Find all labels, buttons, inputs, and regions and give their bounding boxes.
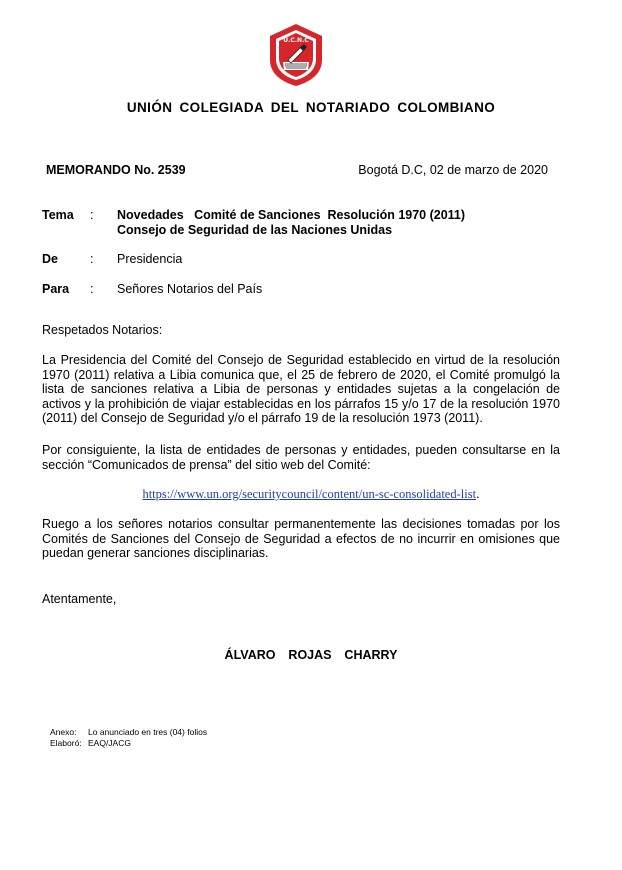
de-colon: : <box>90 252 94 266</box>
elaboro-value: EAQ/JACG <box>88 738 131 748</box>
tema-value <box>117 208 465 238</box>
svg-text:U.C.N.C: U.C.N.C <box>283 37 309 44</box>
signer-name: ÁLVARO ROJAS CHARRY <box>224 648 398 662</box>
de-value: Presidencia <box>117 252 183 266</box>
de-label: De <box>42 252 58 266</box>
organization-name: UNIÓN COLEGIADA DEL NOTARIADO COLOMBIANO <box>126 100 496 115</box>
body-paragraph-2: Por consiguiente, la lista de entidades de personas y entidades, pueden consultarse en la sección “Comunicados de prensa” del sitio web del Comité: <box>42 443 560 472</box>
tema-label: Tema <box>42 208 74 222</box>
closing-farewell: Atentamente, <box>42 592 117 606</box>
tema-line-2: Consejo de Seguridad de las Naciones Unidas <box>117 223 393 237</box>
link-suffix: . <box>476 487 480 501</box>
link-line <box>0 487 622 502</box>
body-paragraph-3: Ruego a los señores notarios consultar permanentemente las decisiones tomadas por los Comités de Sanciones del Consejo de Seguridad a efectos de no incurrir en omisiones que puedan generar sanciones disciplinarias. <box>42 517 560 561</box>
para-colon: : <box>90 282 94 296</box>
para-value: Señores Notarios del País <box>117 282 263 296</box>
para-label: Para <box>42 282 70 296</box>
anexo-label: Anexo: <box>50 727 77 737</box>
tema-colon: : <box>90 208 94 222</box>
footer-anexo <box>50 727 207 737</box>
elaboro-label: Elaboró: <box>50 738 82 748</box>
ucnc-seal-logo <box>266 22 326 88</box>
un-consolidated-list-link[interactable]: https://www.un.org/securitycouncil/content/un-sc-consolidated-list <box>142 487 477 501</box>
memo-number: MEMORANDO No. 2539 <box>46 163 186 177</box>
body-paragraph-1: La Presidencia del Comité del Consejo de Seguridad establecido en virtud de la resolución 1970 (2011) relativa a Libia comunica que, el 25 de febrero de 2020, el Comité promulgó la lista de sanciones relativa a Libia de personas y entidades sujetas a la congelación de activos y la prohibición de viajar establecidas en los párrafos 15 y/o 17 de la resolución 1970 (2011) del Consejo de Seguridad y/o el párrafo 19 de la resolución 1973 (2011). <box>42 353 560 426</box>
tema-line-1: Novedades Comité de Sanciones Resolución 1970 (2011) <box>117 208 466 222</box>
footer-elaboro <box>50 738 131 748</box>
salutation: Respetados Notarios: <box>42 323 163 337</box>
anexo-value: Lo anunciado en tres (04) folios <box>88 727 208 737</box>
memo-date: Bogotá D.C, 02 de marzo de 2020 <box>358 163 548 177</box>
